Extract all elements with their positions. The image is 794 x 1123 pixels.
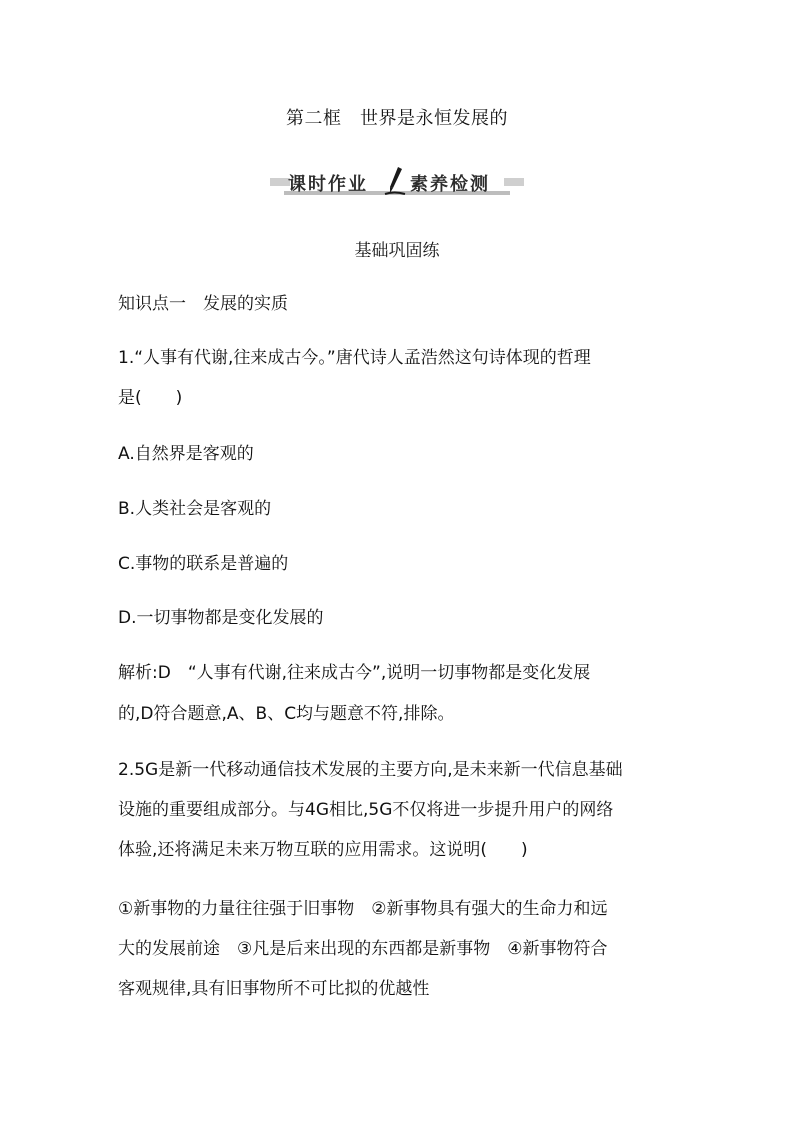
knowledge-point-heading: 知识点一 发展的实质 <box>118 294 288 314</box>
q1-option-d: D.一切事物都是变化发展的 <box>118 608 324 628</box>
q1-option-b: B.人类社会是客观的 <box>118 499 272 519</box>
q2-items-line2: 大的发展前途 ③凡是后来出现的东西都是新事物 ④新事物符合 <box>118 939 608 959</box>
q2-stem-line3: 体验,还将满足未来万物互联的应用需求。这说明( ) <box>118 840 528 860</box>
q2-items-line1: ①新事物的力量往往强于旧事物 ②新事物具有强大的生命力和远 <box>118 899 608 919</box>
banner-bar-left <box>270 178 290 186</box>
q2-items-line3: 客观规律,具有旧事物所不可比拟的优越性 <box>118 979 430 999</box>
q1-stem-line2: 是( ) <box>118 388 183 408</box>
section-title: 基础巩固练 <box>354 241 440 261</box>
q1-option-a: A.自然界是客观的 <box>118 444 254 464</box>
banner-bar-right <box>504 178 524 186</box>
q1-option-c: C.事物的联系是普遍的 <box>118 554 289 574</box>
q1-analysis-line2: 的,D符合题意,A、B、C均与题意不符,排除。 <box>118 704 455 724</box>
pen-icon <box>384 166 406 196</box>
page-title: 第二框 世界是永恒发展的 <box>286 108 508 129</box>
q2-stem-line1: 2.5G是新一代移动通信技术发展的主要方向,是未来新一代信息基础 <box>118 760 623 780</box>
banner-left-text: 课时作业 <box>288 174 368 195</box>
lesson-banner <box>270 168 524 196</box>
q1-analysis-line1: 解析:D “人事有代谢,往来成古今”,说明一切事物都是变化发展 <box>118 663 591 683</box>
banner-right-text: 素养检测 <box>410 174 490 195</box>
q2-stem-line2: 设施的重要组成部分。与4G相比,5G不仅将进一步提升用户的网络 <box>118 800 614 820</box>
q1-stem-line1: 1.“人事有代谢,往来成古今。”唐代诗人孟浩然这句诗体现的哲理 <box>118 348 591 368</box>
